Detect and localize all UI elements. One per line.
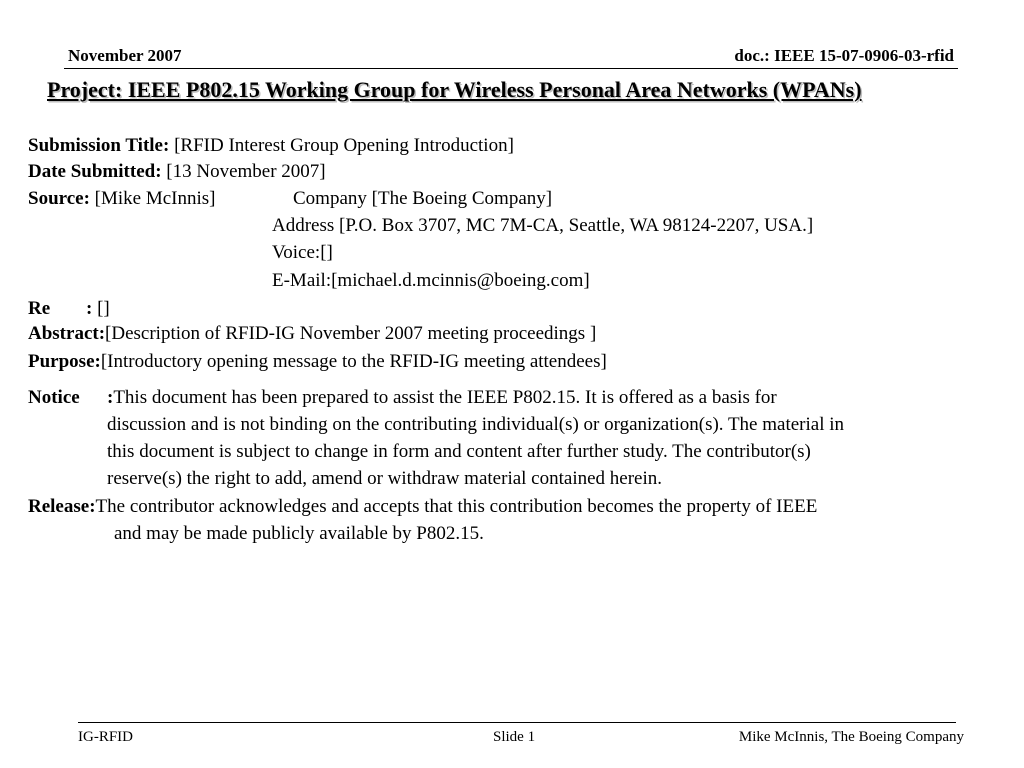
notice-line-4: reserve(s) the right to add, amend or withdraw material contained herein. xyxy=(107,468,663,489)
slide-number: Slide 1 xyxy=(493,729,536,745)
purpose-line xyxy=(28,351,607,373)
notice-line-1: This document has been prepared to assist the IEEE P802.15. It is offered as a basis for xyxy=(113,387,777,408)
re-value: [] xyxy=(92,298,110,319)
header-date: November 2007 xyxy=(68,46,182,65)
notice-line-3: this document is subject to change in form and content after further study. The contributor(s) xyxy=(107,441,811,462)
submission-title-line xyxy=(28,135,514,157)
re-line xyxy=(28,298,50,320)
notice-first-line xyxy=(107,387,777,409)
release-line xyxy=(28,496,817,518)
source-label: Source: xyxy=(28,188,90,209)
date-submitted-label: Date Submitted: xyxy=(28,161,162,182)
abstract-label: Abstract: xyxy=(28,323,106,344)
date-submitted-value: [13 November 2007] xyxy=(161,161,326,182)
purpose-label: Purpose: xyxy=(28,351,101,372)
footer-left: IG-RFID xyxy=(78,729,133,745)
footer-author: Mike McInnis, The Boeing Company xyxy=(738,729,964,745)
abstract-value: [Description of RFID-IG November 2007 meeting proceedings ] xyxy=(105,323,597,344)
submission-title-label: Submission Title: xyxy=(28,135,170,156)
source-company: Company [The Boeing Company] xyxy=(293,188,553,209)
source-name: [Mike McInnis] xyxy=(89,188,216,209)
source-address: Address [P.O. Box 3707, MC 7M-CA, Seattle, WA 98124-2207, USA.] xyxy=(272,215,814,236)
project-title: Project: IEEE P802.15 Working Group for Wireless Personal Area Networks (WPANs) xyxy=(47,77,862,102)
release-line-2: and may be made publicly available by P802.15. xyxy=(114,523,484,544)
source-email: E-Mail:[michael.d.mcinnis@boeing.com] xyxy=(272,270,590,291)
re-label: Re xyxy=(28,298,51,319)
source-voice: Voice:[] xyxy=(272,242,333,263)
date-submitted-line xyxy=(28,161,326,183)
submission-title-value: [RFID Interest Group Opening Introduction] xyxy=(169,135,514,156)
abstract-line xyxy=(28,323,596,345)
re-colon: : xyxy=(86,298,93,319)
source-line xyxy=(28,188,216,210)
re-value-group xyxy=(86,298,110,320)
notice-label: Notice xyxy=(28,387,80,408)
release-line-1: The contributor acknowledges and accepts that this contribution becomes the property of IEEE xyxy=(95,496,818,517)
header-doc-id: doc.: IEEE 15-07-0906-03-rfid xyxy=(734,46,954,65)
footer-rule xyxy=(78,722,956,723)
notice-line-2: discussion and is not binding on the contributing individual(s) or organization(s). The material in xyxy=(107,414,845,435)
notice-colon: : xyxy=(107,387,114,408)
purpose-value: [Introductory opening message to the RFID-IG meeting attendees] xyxy=(100,351,607,372)
release-label: Release: xyxy=(28,496,96,517)
header-rule xyxy=(64,68,958,69)
